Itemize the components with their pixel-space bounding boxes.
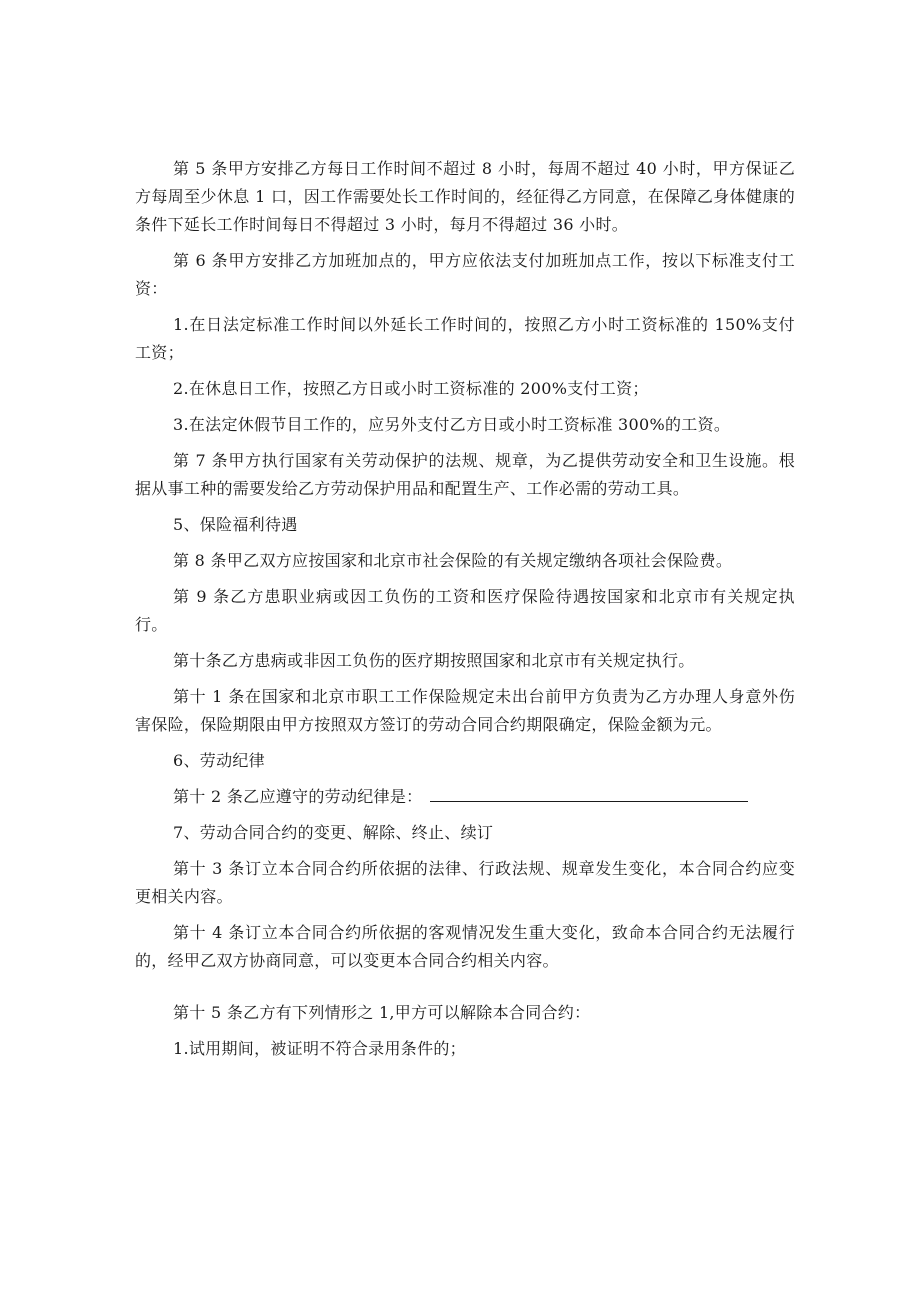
fill-in-blank: [430, 783, 748, 802]
section-heading-discipline: 6、劳动纪律: [173, 751, 265, 770]
document-body: [135, 155, 795, 1071]
overtime-item-1: 1.在日法定标准工作时间以外延长工作时间的，按照乙方小时工资标准的 150%支付工资；: [135, 315, 795, 362]
article-7: 第 7 条甲方执行国家有关劳动保护的法规、规章，为乙提供劳动安全和卫生设施。根据从事工种的需要发给乙方劳动保护用品和配置生产、工作必需的劳动工具。: [135, 451, 795, 498]
section-heading-insurance: 5、保险福利待遇: [173, 515, 298, 534]
article-9: 第 9 条乙方患职业病或因工负伤的工资和医疗保险待遇按国家和北京市有关规定执行。: [135, 587, 795, 634]
article-14: 第十 4 条订立本合同合约所依据的客观情况发生重大变化，致命本合同合约无法履行的，经甲乙双方协商同意，可以变更本合同合约相关内容。: [135, 923, 795, 970]
article-10: 第十条乙方患病或非因工负伤的医疗期按照国家和北京市有关规定执行。: [173, 651, 695, 670]
overtime-item-3: 3.在法定休假节目工作的，应另外支付乙方日或小时工资标准 300%的工资。: [173, 415, 731, 434]
termination-item-1: 1.试用期间，被证明不符合录用条件的；: [173, 1039, 466, 1058]
article-5: 第 5 条甲方安排乙方每日工作时间不超过 8 小时，每周不超过 40 小时，甲方保证乙方每周至少休息 1 口，因工作需要处长工作时间的，经征得乙方同意，在保障乙身体健康的条件下延长工作时间每日不得超过 3 小时，每月不得超过 36 小时。: [135, 159, 795, 234]
article-11: 第十 1 条在国家和北京市职工工作保险规定未出台前甲方负责为乙方办理人身意外伤害保险，保险期限由甲方按照双方签订的劳动合同合约期限确定，保险金额为元。: [135, 687, 795, 734]
overtime-item-2: 2.在休息日工作，按照乙方日或小时工资标准的 200%支付工资；: [173, 379, 649, 398]
article-12: 第十 2 条乙应遵守的劳动纪律是：: [173, 787, 423, 806]
article-12-line: [135, 783, 795, 811]
article-6: 第 6 条甲方安排乙方加班加点的，甲方应依法支付加班加点工作，按以下标准支付工资：: [135, 251, 795, 298]
section-heading-contract-changes: 7、劳动合同合约的变更、解除、终止、续订: [173, 823, 494, 842]
article-8: 第 8 条甲乙双方应按国家和北京市社会保险的有关规定缴纳各项社会保险费。: [173, 551, 733, 570]
article-15: 第十 5 条乙方有下列情形之 1,甲方可以解除本合同合约：: [173, 1003, 591, 1022]
article-13: 第十 3 条订立本合同合约所依据的法律、行政法规、规章发生变化，本合同合约应变更相关内容。: [135, 859, 795, 906]
